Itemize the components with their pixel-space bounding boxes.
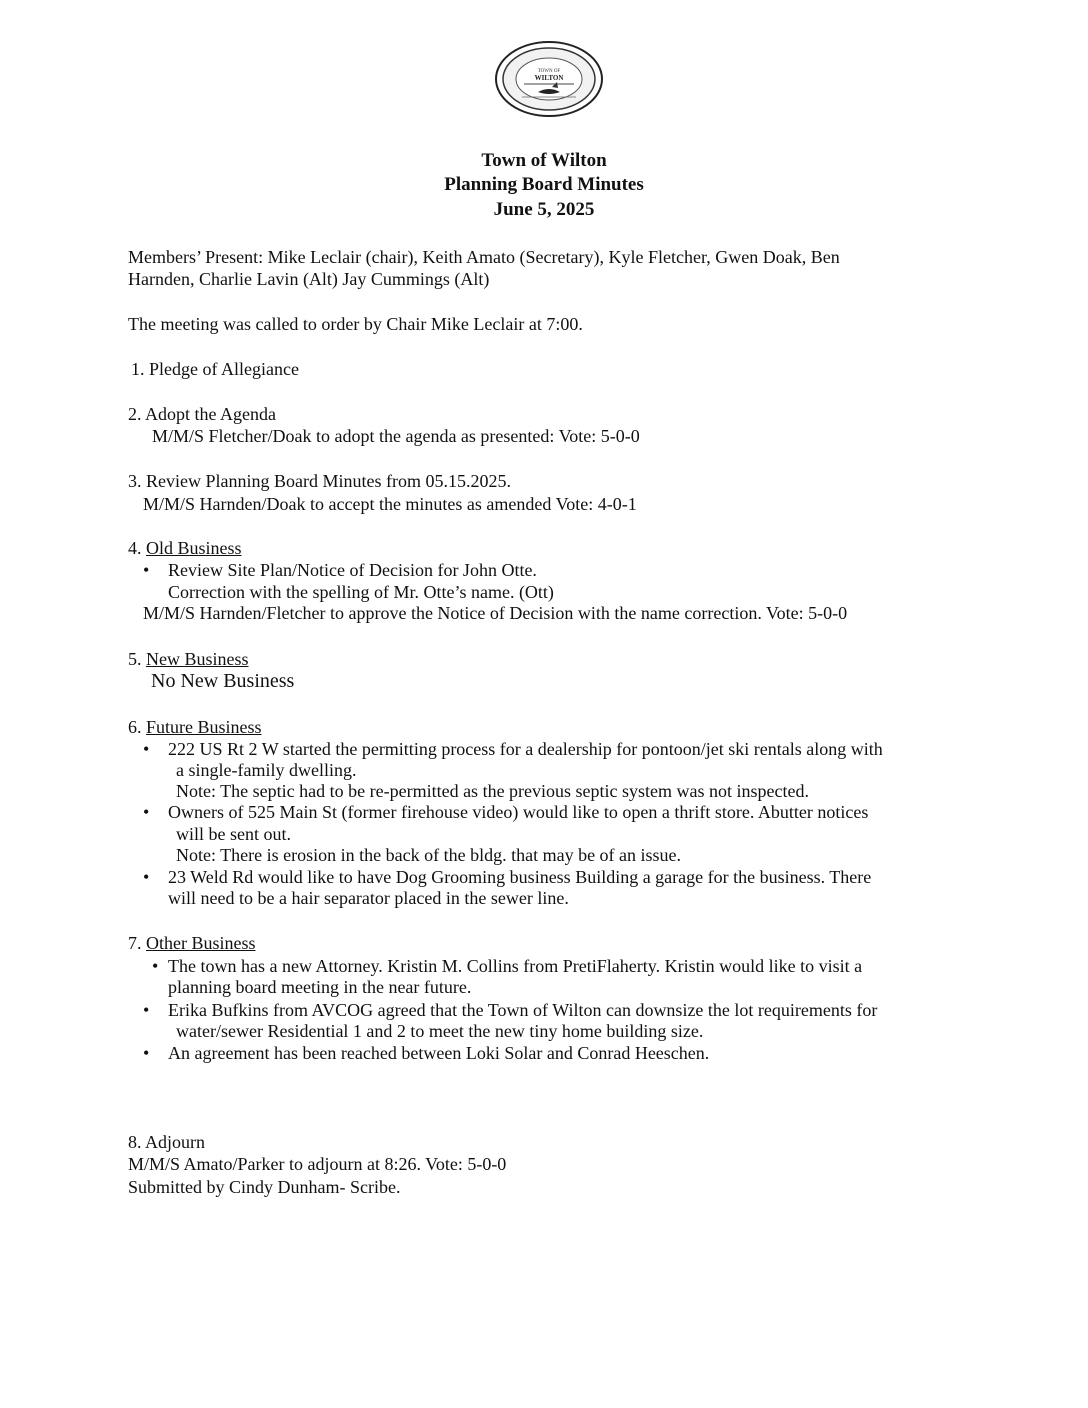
- item-6-bullet-1-note: Note: The septic had to be re-permitted as the previous septic system was not inspected.: [176, 781, 809, 801]
- item-5-text: No New Business: [151, 670, 295, 692]
- item-7-number: 7.: [128, 933, 142, 953]
- item-7-bullet-1-line1: The town has a new Attorney. Kristin M. Collins from PretiFlaherty. Kristin would like to visit a: [168, 956, 863, 976]
- item-4-motion: M/M/S Harnden/Fletcher to approve the Notice of Decision with the name correction. Vote: 5-0-0: [143, 603, 848, 623]
- item-4-heading: [128, 537, 242, 559]
- item-7-heading: [128, 932, 256, 954]
- town-name: Town of Wilton: [481, 150, 607, 171]
- item-4-bullet-1-note: Correction with the spelling of Mr. Otte’s name. (Ott): [168, 582, 554, 602]
- item-4-number: 4.: [128, 538, 142, 558]
- item-6-label: Future Business: [146, 717, 262, 737]
- svg-text:WILTON: WILTON: [534, 74, 564, 82]
- item-4-bullet-1: Review Site Plan/Notice of Decision for John Otte.: [168, 560, 537, 580]
- item-6-number: 6.: [128, 717, 142, 737]
- item-6-bullet-1-line1: 222 US Rt 2 W started the permitting process for a dealership for pontoon/jet ski rentals along with: [168, 739, 883, 759]
- bullet-icon: •: [143, 1000, 150, 1020]
- item-6-bullet-3-line2: will need to be a hair separator placed in the sewer line.: [168, 888, 569, 908]
- item-5-heading: [128, 648, 249, 670]
- members-present-line2: Harnden, Charlie Lavin (Alt) Jay Cummings (Alt): [128, 269, 490, 289]
- item-6-bullet-1-line2: a single-family dwelling.: [176, 760, 357, 780]
- document-title: Planning Board Minutes: [444, 174, 644, 195]
- town-seal: [494, 40, 604, 118]
- item-7-bullet-3-line1: An agreement has been reached between Loki Solar and Conrad Heeschen.: [168, 1043, 710, 1063]
- item-7-bullet-2-line1: Erika Bufkins from AVCOG agreed that the Town of Wilton can downsize the lot requirements for: [168, 1000, 878, 1020]
- item-8-title: 8. Adjourn: [128, 1132, 206, 1152]
- item-7-bullet-1-line2: planning board meeting in the near future.: [168, 977, 472, 997]
- item-2-title: 2. Adopt the Agenda: [128, 404, 276, 424]
- call-to-order: The meeting was called to order by Chair Mike Leclair at 7:00.: [128, 314, 583, 334]
- item-7-bullet-2-line2: water/sewer Residential 1 and 2 to meet the new tiny home building size.: [176, 1021, 704, 1041]
- bullet-icon: •: [143, 802, 150, 822]
- bullet-icon: •: [143, 739, 150, 759]
- submitted-by: Submitted by Cindy Dunham- Scribe.: [128, 1177, 401, 1197]
- item-2-motion: M/M/S Fletcher/Doak to adopt the agenda as presented: Vote: 5-0-0: [152, 426, 640, 446]
- svg-text:TOWN OF: TOWN OF: [537, 69, 561, 74]
- item-6-heading: [128, 716, 262, 738]
- item-6-bullet-3-line1: 23 Weld Rd would like to have Dog Grooming business Building a garage for the business. There: [168, 867, 872, 887]
- item-5-label: New Business: [146, 649, 249, 669]
- item-6-bullet-2-line2: will be sent out.: [176, 824, 291, 844]
- bullet-icon: •: [143, 867, 150, 887]
- bullet-icon: •: [143, 1043, 150, 1063]
- bullet-icon: •: [143, 560, 150, 580]
- meeting-date: June 5, 2025: [493, 199, 595, 220]
- bullet-icon: •: [152, 956, 159, 976]
- item-4-label: Old Business: [146, 538, 242, 558]
- item-5-number: 5.: [128, 649, 142, 669]
- item-1-title: 1. Pledge of Allegiance: [131, 359, 299, 379]
- item-3-title: 3. Review Planning Board Minutes from 05.15.2025.: [128, 471, 511, 491]
- item-6-bullet-2-note: Note: There is erosion in the back of the bldg. that may be of an issue.: [176, 845, 682, 865]
- members-present-line1: Members’ Present: Mike Leclair (chair), Keith Amato (Secretary), Kyle Fletcher, Gwen Doak, Ben: [128, 247, 840, 267]
- item-3-motion: M/M/S Harnden/Doak to accept the minutes as amended Vote: 4-0-1: [143, 494, 637, 514]
- item-7-label: Other Business: [146, 933, 256, 953]
- item-8-motion: M/M/S Amato/Parker to adjourn at 8:26. Vote: 5-0-0: [128, 1154, 507, 1174]
- item-6-bullet-2-line1: Owners of 525 Main St (former firehouse video) would like to open a thrift store. Abutter notices: [168, 802, 869, 822]
